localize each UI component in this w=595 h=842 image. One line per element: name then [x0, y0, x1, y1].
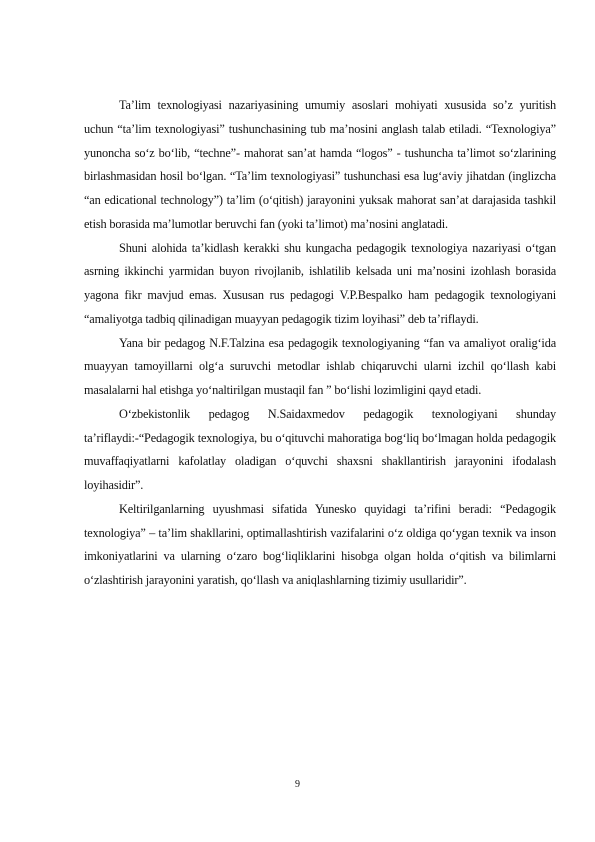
paragraph-4: O‘zbekistonlik pedagog N.Saidaxmedov pedagogik texnologiyani shunday ta’riflaydi:-“Pedagogik texnologiya, bu o‘qituvchi mahoratiga bog‘liq bo‘lmagan holda pedagogik muvaffaqiyatlarni kafolatlay oladigan o‘quvchi shaxsni shakllantirish jarayonini ifodalash loyihasidir”. — [84, 406, 556, 492]
paragraph-5: Keltirilganlarning uyushmasi sifatida Yunesko quyidagi ta’rifini beradi: “Pedagogik texnologiya” – ta’lim shakllarini, optimallashtirish vazifalarini o‘z oldiga qo‘ygan texnik va inson imkoniyatlarini va ularning o‘zaro bog‘liqliklarini hisobga olgan holda o‘qitish va bilimlarni o‘zlashtirish jarayonini yaratish, qo‘llash va aniqlashlarning tizimiy usullaridir”. — [84, 501, 556, 587]
page-number: 9 — [295, 779, 300, 790]
body-text — [84, 94, 556, 593]
paragraph-1: Ta’lim texnologiyasi nazariyasining umumiy asoslari mohiyati xususida so’z yuritish uchun “ta’lim texnologiyasi” tushunchasining tub ma’nosini anglash talab etiladi. “Texnologiya” yunoncha so‘z bo‘lib, “techne”- mahorat san’at hamda “logos” - tushuncha ta’limot so‘zlarining birlashmasidan hosil bo‘lgan. “Ta’lim texnologiyasi” tushunchasi esa lug‘aviy jihatdan (inglizcha “an edicational technology”) ta’lim (o‘qitish) jarayonini yuksak mahorat san’at darajasida tashkil etish borasida ma’lumotlar beruvchi fan (yoki ta’limot) ma’nosini anglatadi. — [84, 98, 556, 231]
paragraph-3: Yana bir pedagog N.F.Talzina esa pedagogik texnologiyaning “fan va amaliyot oralig‘ida muayyan tamoyillarni olg‘a suruvchi metodlar ishlab chiqaruvchi ularni izchil qo‘llash kabi masalalarni hal etishga yo‘naltirilgan mustaqil fan ” bo‘lishi lozimligini qayd etadi. — [84, 335, 556, 397]
paragraph-2: Shuni alohida ta’kidlash kerakki shu kungacha pedagogik texnologiya nazariyasi o‘tgan asrning ikkinchi yarmidan buyon rivojlanib, ishlatilib kelsada uni ma’nosini izohlash borasida yagona fikr mavjud emas. Xususan rus pedagogi V.P.Bespalko ham pedagogik texnologiyani “amaliyotga tadbiq qilinadigan muayyan pedagogik tizim loyihasi” deb ta’riflaydi. — [84, 240, 556, 326]
